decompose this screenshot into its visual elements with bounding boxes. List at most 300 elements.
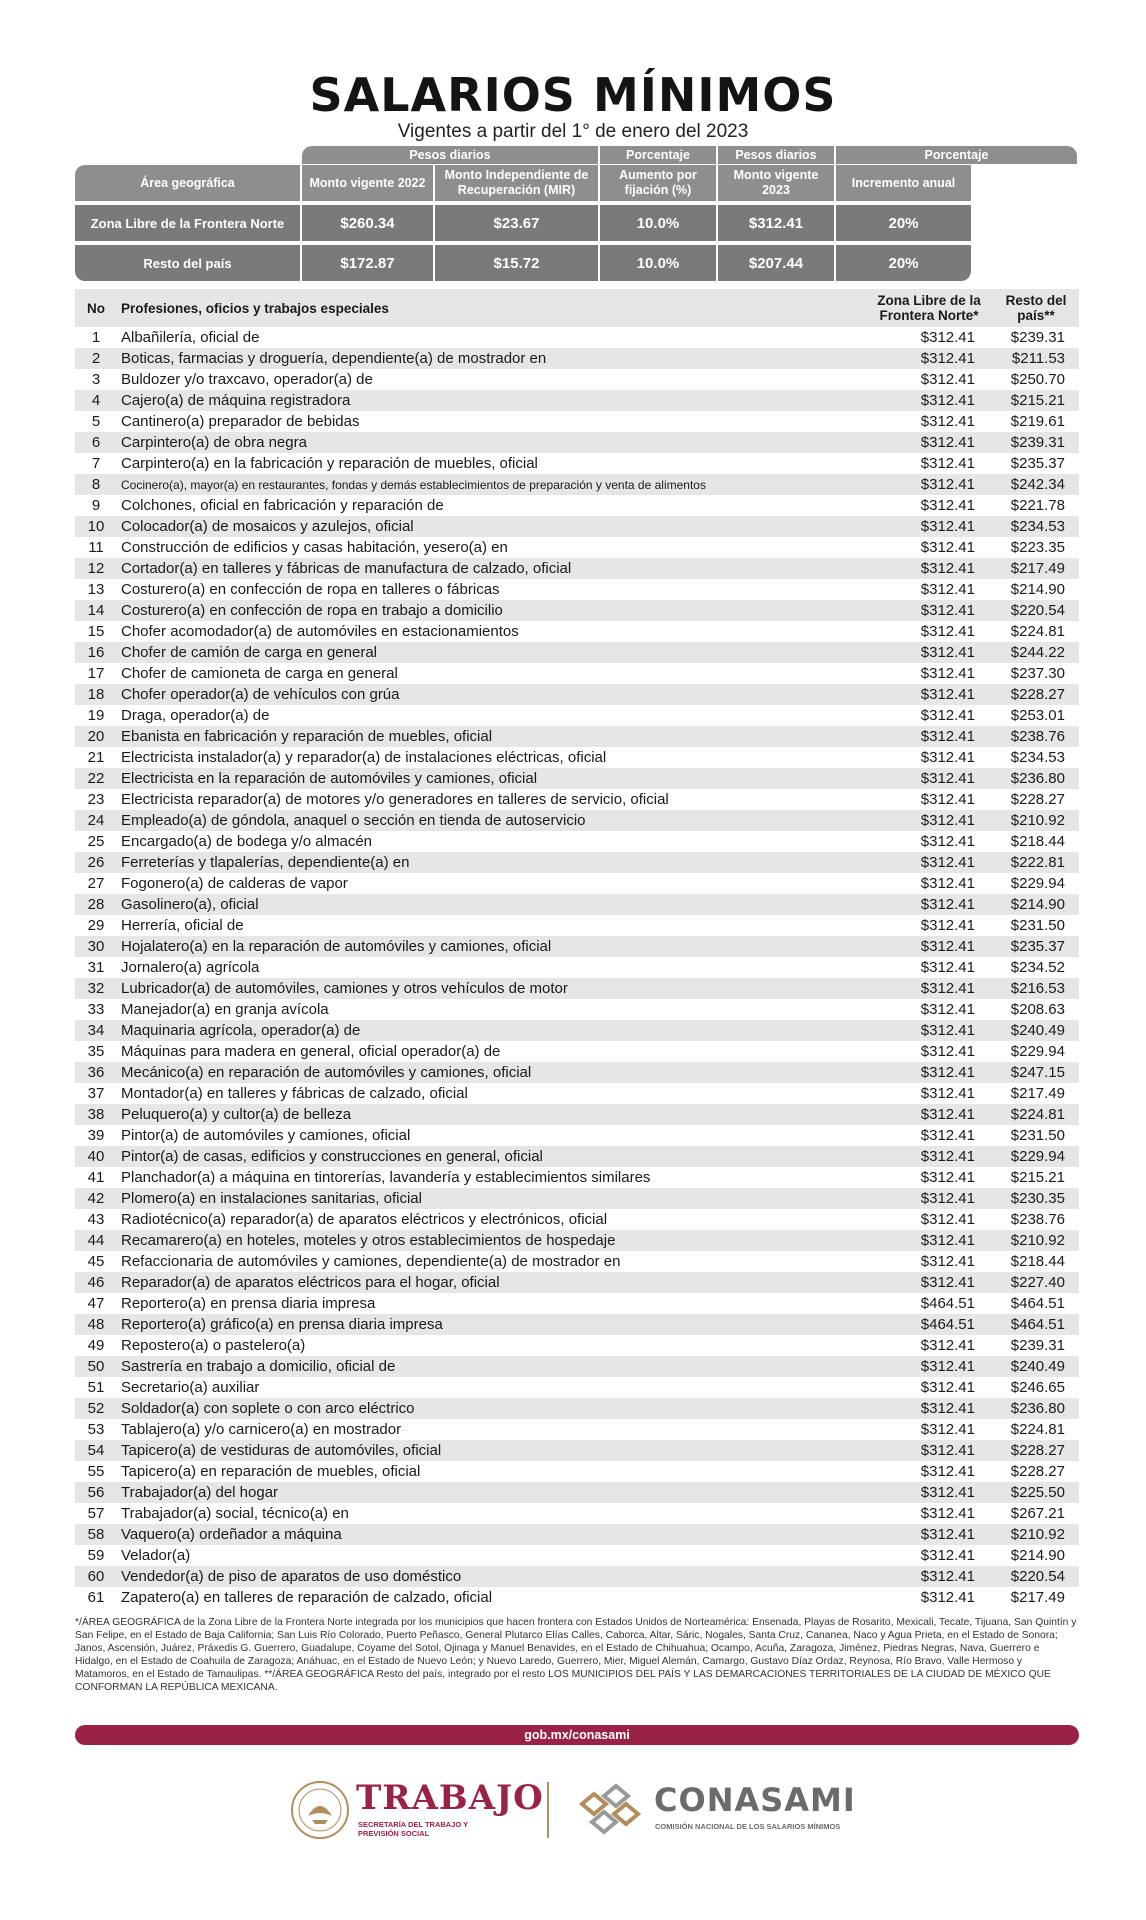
row-zona-value: $464.51 — [920, 1316, 975, 1333]
summary-col-header: Incremento anual — [836, 165, 971, 201]
row-zona-value: $312.41 — [920, 1001, 975, 1018]
row-profession: Gasolinero(a), oficial — [121, 896, 259, 913]
table-row — [75, 453, 1079, 474]
row-resto-value: $239.31 — [1010, 434, 1065, 451]
row-profession: Manejador(a) en granja avícola — [121, 1001, 329, 1018]
row-zona-value: $464.51 — [920, 1295, 975, 1312]
row-resto-value: $230.35 — [1010, 1190, 1065, 1207]
row-number: 49 — [87, 1337, 105, 1354]
row-number: 58 — [87, 1526, 105, 1543]
row-zona-value: $312.41 — [920, 1043, 975, 1060]
row-number: 48 — [87, 1316, 105, 1333]
row-profession: Soldador(a) con soplete o con arco eléctrico — [121, 1400, 415, 1417]
row-zona-value: $312.41 — [920, 539, 975, 556]
row-profession: Trabajador(a) social, técnico(a) en — [121, 1505, 349, 1522]
row-number: 31 — [87, 959, 105, 976]
row-resto-value: $234.52 — [1010, 959, 1065, 976]
row-resto-value: $215.21 — [1010, 392, 1065, 409]
row-profession: Electricista reparador(a) de motores y/o generadores en talleres de servicio, oficial — [121, 791, 669, 808]
row-profession: Radiotécnico(a) reparador(a) de aparatos eléctricos y electrónicos, oficial — [121, 1211, 608, 1228]
row-number: 59 — [87, 1547, 105, 1564]
summary-value: 10.0% — [600, 205, 716, 241]
row-zona-value: $312.41 — [920, 917, 975, 934]
table-row — [75, 1545, 1079, 1566]
row-number: 57 — [87, 1505, 105, 1522]
row-zona-value: $312.41 — [920, 1253, 975, 1270]
table-row — [75, 1461, 1079, 1482]
table-row — [75, 1104, 1079, 1125]
row-number: 12 — [87, 560, 105, 577]
row-number: 2 — [91, 350, 101, 367]
table-row — [75, 432, 1079, 453]
row-profession: Cantinero(a) preparador de bebidas — [121, 413, 360, 430]
row-number: 32 — [87, 980, 105, 997]
row-zona-value: $312.41 — [920, 1568, 975, 1585]
row-resto-value: $220.54 — [1010, 1568, 1065, 1585]
row-zona-value: $312.41 — [920, 392, 975, 409]
row-zona-value: $312.41 — [920, 434, 975, 451]
row-resto-value: $240.49 — [1010, 1022, 1065, 1039]
row-profession: Costurero(a) en confección de ropa en trabajo a domicilio — [121, 602, 503, 619]
row-profession: Chofer de camión de carga en general — [121, 644, 377, 661]
row-resto-value: $236.80 — [1010, 770, 1065, 787]
row-profession: Hojalatero(a) en la reparación de automóviles y camiones, oficial — [121, 938, 552, 955]
row-profession: Chofer acomodador(a) de automóviles en estacionamientos — [121, 623, 519, 640]
row-resto-value: $240.49 — [1010, 1358, 1065, 1375]
row-resto-value: $216.53 — [1010, 980, 1065, 997]
row-zona-value: $312.41 — [920, 1505, 975, 1522]
row-resto-value: $214.90 — [1010, 896, 1065, 913]
summary-value: 20% — [836, 245, 971, 281]
table-row — [75, 516, 1079, 537]
table-row — [75, 1419, 1079, 1440]
row-resto-value: $235.37 — [1010, 938, 1065, 955]
summary-value: $172.87 — [302, 245, 433, 281]
row-zona-value: $312.41 — [920, 1442, 975, 1459]
row-resto-value: $247.15 — [1010, 1064, 1065, 1081]
table-row — [75, 1251, 1079, 1272]
row-resto-value: $239.31 — [1010, 329, 1065, 346]
row-profession: Buldozer y/o traxcavo, operador(a) de — [121, 371, 373, 388]
row-profession: Zapatero(a) en talleres de reparación de calzado, oficial — [121, 1589, 493, 1606]
row-number: 61 — [87, 1589, 105, 1606]
row-profession: Jornalero(a) agrícola — [121, 959, 260, 976]
row-zona-value: $312.41 — [920, 770, 975, 787]
row-profession: Costurero(a) en confección de ropa en talleres o fábricas — [121, 581, 500, 598]
professions-table — [75, 289, 1079, 1608]
table-row — [75, 600, 1079, 621]
table-row — [75, 1503, 1079, 1524]
row-resto-value: $225.50 — [1010, 1484, 1065, 1501]
table-row — [75, 831, 1079, 852]
row-profession: Electricista en la reparación de automóviles y camiones, oficial — [121, 770, 538, 787]
row-profession: Planchador(a) a máquina en tintorerías, lavandería y establecimientos similares — [121, 1169, 651, 1186]
row-zona-value: $312.41 — [920, 371, 975, 388]
row-zona-value: $312.41 — [920, 350, 975, 367]
row-resto-value: $218.44 — [1010, 1253, 1065, 1270]
table-row — [75, 1188, 1079, 1209]
row-number: 27 — [87, 875, 105, 892]
table-row — [75, 327, 1079, 348]
row-number: 14 — [87, 602, 105, 619]
row-resto-value: $208.63 — [1010, 1001, 1065, 1018]
row-resto-value: $234.53 — [1010, 518, 1065, 535]
row-zona-value: $312.41 — [920, 1106, 975, 1123]
table-row — [75, 537, 1079, 558]
row-number: 56 — [87, 1484, 105, 1501]
row-zona-value: $312.41 — [920, 812, 975, 829]
row-zona-value: $312.41 — [920, 938, 975, 955]
row-number: 53 — [87, 1421, 105, 1438]
header-zona: Zona Libre de la Frontera Norte* — [877, 293, 981, 323]
row-profession: Draga, operador(a) de — [121, 707, 270, 724]
table-row — [75, 1566, 1079, 1587]
table-row — [75, 684, 1079, 705]
row-zona-value: $312.41 — [920, 1211, 975, 1228]
row-profession: Carpintero(a) de obra negra — [121, 434, 307, 451]
row-number: 42 — [87, 1190, 105, 1207]
row-resto-value: $231.50 — [1010, 917, 1065, 934]
page-title: SALARIOS MÍNIMOS — [309, 68, 837, 122]
row-zona-value: $312.41 — [920, 413, 975, 430]
row-resto-value: $234.53 — [1010, 749, 1065, 766]
row-resto-value: $238.76 — [1010, 728, 1065, 745]
summary-column-headers — [75, 165, 1079, 201]
row-profession: Chofer operador(a) de vehículos con grúa — [121, 686, 400, 703]
row-profession: Máquinas para madera en general, oficial operador(a) de — [121, 1043, 501, 1060]
row-number: 54 — [87, 1442, 105, 1459]
row-number: 18 — [87, 686, 105, 703]
row-resto-value: $231.50 — [1010, 1127, 1065, 1144]
row-zona-value: $312.41 — [920, 1232, 975, 1249]
row-resto-value: $217.49 — [1010, 560, 1065, 577]
row-number: 36 — [87, 1064, 105, 1081]
row-profession: Tapicero(a) de vestiduras de automóviles, oficial — [121, 1442, 442, 1459]
row-number: 1 — [91, 329, 101, 346]
row-number: 25 — [87, 833, 105, 850]
summary-group-header: Pesos diarios — [718, 146, 834, 164]
table-row — [75, 957, 1079, 978]
professions-table-body — [75, 327, 1079, 1608]
row-number: 10 — [87, 518, 105, 535]
row-number: 52 — [87, 1400, 105, 1417]
summary-row — [75, 205, 1079, 241]
row-resto-value: $210.92 — [1010, 1526, 1065, 1543]
row-number: 21 — [87, 749, 105, 766]
row-number: 17 — [87, 665, 105, 682]
row-number: 41 — [87, 1169, 105, 1186]
table-row — [75, 558, 1079, 579]
table-row — [75, 978, 1079, 999]
summary-value: $23.67 — [435, 205, 598, 241]
row-profession: Empleado(a) de góndola, anaquel o sección en tienda de autoservicio — [121, 812, 586, 829]
summary-value: 20% — [836, 205, 971, 241]
trabajo-logo-subtext: SECRETARÍA DEL TRABAJO Y PREVISIÓN SOCIAL — [358, 1820, 469, 1838]
row-number: 35 — [87, 1043, 105, 1060]
row-zona-value: $312.41 — [920, 1400, 975, 1417]
row-profession: Vendedor(a) de piso de aparatos de uso doméstico — [121, 1568, 462, 1585]
row-zona-value: $312.41 — [920, 707, 975, 724]
row-resto-value: $214.90 — [1010, 1547, 1065, 1564]
summary-group-spacer — [75, 146, 300, 164]
row-resto-value: $235.37 — [1010, 455, 1065, 472]
table-row — [75, 705, 1079, 726]
row-profession: Pintor(a) de casas, edificios y construcciones en general, oficial — [121, 1148, 543, 1165]
table-row — [75, 1125, 1079, 1146]
table-row — [75, 999, 1079, 1020]
row-resto-value: $253.01 — [1010, 707, 1065, 724]
table-row — [75, 474, 1079, 495]
row-profession: Fogonero(a) de calderas de vapor — [121, 875, 348, 892]
row-resto-value: $228.27 — [1010, 1463, 1065, 1480]
summary-group-header: Pesos diarios — [302, 146, 598, 164]
row-profession: Vaquero(a) ordeñador a máquina — [121, 1526, 342, 1543]
summary-col-header: Monto vigente 2023 — [718, 165, 834, 201]
row-profession: Reportero(a) gráfico(a) en prensa diaria impresa — [121, 1316, 443, 1333]
table-row — [75, 747, 1079, 768]
row-resto-value: $220.54 — [1010, 602, 1065, 619]
row-profession: Mecánico(a) en reparación de automóviles y camiones, oficial — [121, 1064, 532, 1081]
table-row — [75, 1230, 1079, 1251]
table-row — [75, 1083, 1079, 1104]
row-number: 46 — [87, 1274, 105, 1291]
row-zona-value: $312.41 — [920, 1421, 975, 1438]
row-profession: Encargado(a) de bodega y/o almacén — [121, 833, 373, 850]
row-zona-value: $312.41 — [920, 980, 975, 997]
row-profession: Montador(a) en talleres y fábricas de calzado, oficial — [121, 1085, 468, 1102]
row-profession: Lubricador(a) de automóviles, camiones y otros vehículos de motor — [121, 980, 568, 997]
table-row — [75, 390, 1079, 411]
row-profession: Ferreterías y tlapalerías, dependiente(a) en — [121, 854, 410, 871]
table-row — [75, 1482, 1079, 1503]
row-resto-value: $211.53 — [1011, 350, 1065, 367]
row-number: 29 — [87, 917, 105, 934]
row-number: 6 — [91, 434, 101, 451]
row-zona-value: $312.41 — [920, 1463, 975, 1480]
row-number: 51 — [87, 1379, 105, 1396]
row-profession: Carpintero(a) en la fabricación y reparación de muebles, oficial — [121, 455, 538, 472]
table-row — [75, 1167, 1079, 1188]
row-profession: Construcción de edificios y casas habitación, yesero(a) en — [121, 539, 508, 556]
row-resto-value: $219.61 — [1010, 413, 1065, 430]
table-row — [75, 1377, 1079, 1398]
summary-row — [75, 245, 1079, 281]
row-number: 47 — [87, 1295, 105, 1312]
summary-value: 10.0% — [600, 245, 716, 281]
row-zona-value: $312.41 — [920, 1022, 975, 1039]
row-number: 43 — [87, 1211, 105, 1228]
row-resto-value: $239.31 — [1010, 1337, 1065, 1354]
header-resto: Resto del país** — [1005, 293, 1067, 323]
row-profession: Secretario(a) auxiliar — [121, 1379, 260, 1396]
row-number: 60 — [87, 1568, 105, 1585]
website-link[interactable]: gob.mx/conasami — [75, 1725, 1079, 1745]
table-row — [75, 1272, 1079, 1293]
footnote: */ÁREA GEOGRÁFICA de la Zona Libre de la Frontera Norte integrada por los municipios que hacen frontera con Estados Unidos de Norteamérica: Ensenada, Playas de Rosarito, Mexicali, Tecate, Tijuana, San Quintín y San Felipe, en el Estado de Baja California; San Luis Río Colorado, Puerto Peñasco, General Plutarco Elías Calles, Caborca, Altar, Sáric, Nogales, Santa Cruz, Cananea, Naco y Agua Prieta, en el Estado de Sonora; Janos, Ascensión, Juárez, Práxedis G. Guerrero, Guadalupe, Coyame del Sotol, Ojinaga y Manuel Benavides, en el Estado de Chihuahua; Ocampo, Acuña, Zaragoza, Jiménez, Piedras Negras, Nava, Guerrero e Hidalgo, en el Estado de Coahuila de Zaragoza; Anáhuac, en el Estado de Nuevo León; y Nuevo Laredo, Guerrero, Mier, Miguel Alemán, Camargo, Gustavo Díaz Ordaz, Reynosa, Río Bravo, Valle Hermoso y Matamoros, en el Estado de Tamaulipas. **/ÁREA GEOGRÁFICA Resto del país, integrado por el resto LOS MUNICIPIOS DEL PAÍS Y LAS DEMARCACIONES TERRITORIALES DE LA CIUDAD DE MÉXICO QUE CONFORMAN LA REPÚBLICA MEXICANA. — [75, 1617, 1077, 1693]
row-zona-value: $312.41 — [920, 497, 975, 514]
row-resto-value: $217.49 — [1010, 1589, 1065, 1606]
table-row — [75, 1062, 1079, 1083]
row-profession: Tablajero(a) y/o carnicero(a) en mostrador — [121, 1421, 402, 1438]
table-row — [75, 642, 1079, 663]
row-resto-value: $223.35 — [1010, 539, 1065, 556]
row-resto-value: $236.80 — [1010, 1400, 1065, 1417]
row-number: 37 — [87, 1085, 105, 1102]
row-profession: Maquinaria agrícola, operador(a) de — [121, 1022, 361, 1039]
row-zona-value: $312.41 — [920, 959, 975, 976]
summary-group-header: Porcentaje — [600, 146, 716, 164]
row-resto-value: $267.21 — [1010, 1505, 1065, 1522]
row-zona-value: $312.41 — [920, 875, 975, 892]
header-no: No — [87, 300, 105, 316]
row-resto-value: $229.94 — [1010, 1148, 1065, 1165]
row-number: 55 — [87, 1463, 105, 1480]
row-profession: Reportero(a) en prensa diaria impresa — [121, 1295, 376, 1312]
summary-value: $15.72 — [435, 245, 598, 281]
row-number: 26 — [87, 854, 105, 871]
row-resto-value: $229.94 — [1010, 875, 1065, 892]
table-row — [75, 348, 1079, 369]
table-row — [75, 411, 1079, 432]
table-row — [75, 810, 1079, 831]
row-zona-value: $312.41 — [920, 623, 975, 640]
logo-divider — [547, 1782, 549, 1838]
row-profession: Cortador(a) en talleres y fábricas de manufactura de calzado, oficial — [121, 560, 572, 577]
row-number: 30 — [87, 938, 105, 955]
row-profession: Colocador(a) de mosaicos y azulejos, oficial — [121, 518, 414, 535]
table-row — [75, 663, 1079, 684]
row-profession: Pintor(a) de automóviles y camiones, oficial — [121, 1127, 411, 1144]
row-zona-value: $312.41 — [920, 791, 975, 808]
row-profession: Reparador(a) de aparatos eléctricos para el hogar, oficial — [121, 1274, 500, 1291]
row-profession: Repostero(a) o pastelero(a) — [121, 1337, 306, 1354]
row-zona-value: $312.41 — [920, 455, 975, 472]
header-profession: Profesiones, oficios y trabajos especiales — [121, 300, 389, 316]
footer-logos — [0, 1776, 1146, 1856]
row-number: 38 — [87, 1106, 105, 1123]
row-resto-value: $224.81 — [1010, 1421, 1065, 1438]
row-number: 23 — [87, 791, 105, 808]
row-zona-value: $312.41 — [920, 1358, 975, 1375]
row-resto-value: $237.30 — [1010, 665, 1065, 682]
table-row — [75, 1398, 1079, 1419]
row-zona-value: $312.41 — [920, 518, 975, 535]
row-profession: Electricista instalador(a) y reparador(a) de instalaciones eléctricas, oficial — [121, 749, 607, 766]
row-zona-value: $312.41 — [920, 560, 975, 577]
row-resto-value: $228.27 — [1010, 1442, 1065, 1459]
row-number: 50 — [87, 1358, 105, 1375]
row-resto-value: $218.44 — [1010, 833, 1065, 850]
conasami-logo-text: CONASAMI — [654, 1781, 856, 1819]
row-profession: Recamarero(a) en hoteles, moteles y otros establecimientos de hospedaje — [121, 1232, 616, 1249]
row-number: 13 — [87, 581, 105, 598]
row-number: 16 — [87, 644, 105, 661]
table-row — [75, 852, 1079, 873]
table-row — [75, 1314, 1079, 1335]
row-resto-value: $217.49 — [1010, 1085, 1065, 1102]
table-row — [75, 369, 1079, 390]
row-number: 15 — [87, 623, 105, 640]
table-row — [75, 915, 1079, 936]
professions-table-header — [75, 289, 1079, 327]
row-resto-value: $464.51 — [1010, 1295, 1065, 1312]
row-zona-value: $312.41 — [920, 1127, 975, 1144]
row-zona-value: $312.41 — [920, 329, 975, 346]
national-seal-icon — [290, 1780, 350, 1840]
row-resto-value: $242.34 — [1010, 476, 1065, 493]
row-number: 5 — [91, 413, 101, 430]
row-profession: Velador(a) — [121, 1547, 191, 1564]
row-resto-value: $222.81 — [1010, 854, 1065, 871]
row-zona-value: $312.41 — [920, 854, 975, 871]
row-profession: Refaccionaria de automóviles y camiones, dependiente(a) de mostrador en — [121, 1253, 621, 1270]
row-resto-value: $210.92 — [1010, 812, 1065, 829]
row-profession: Herrería, oficial de — [121, 917, 244, 934]
row-resto-value: $229.94 — [1010, 1043, 1065, 1060]
summary-group-headers — [75, 146, 1079, 164]
table-row — [75, 1440, 1079, 1461]
row-resto-value: $228.27 — [1010, 791, 1065, 808]
row-resto-value: $244.22 — [1010, 644, 1065, 661]
row-zona-value: $312.41 — [920, 686, 975, 703]
summary-value: $260.34 — [302, 205, 433, 241]
table-row — [75, 1041, 1079, 1062]
row-number: 7 — [91, 455, 101, 472]
row-number: 4 — [91, 392, 101, 409]
summary-value: $207.44 — [718, 245, 834, 281]
row-number: 44 — [87, 1232, 105, 1249]
row-resto-value: $210.92 — [1010, 1232, 1065, 1249]
row-profession: Tapicero(a) en reparación de muebles, oficial — [121, 1463, 421, 1480]
table-row — [75, 873, 1079, 894]
row-resto-value: $224.81 — [1010, 1106, 1065, 1123]
row-zona-value: $312.41 — [920, 749, 975, 766]
row-zona-value: $312.41 — [920, 1085, 975, 1102]
row-profession: Cocinero(a), mayor(a) en restaurantes, fondas y demás establecimientos de preparación y venta de alimentos — [121, 477, 706, 492]
row-resto-value: $228.27 — [1010, 686, 1065, 703]
row-profession: Cajero(a) de máquina registradora — [121, 392, 351, 409]
row-resto-value: $246.65 — [1010, 1379, 1065, 1396]
row-number: 34 — [87, 1022, 105, 1039]
trabajo-logo-text: TRABAJO — [356, 1778, 544, 1818]
row-resto-value: $464.51 — [1010, 1316, 1065, 1333]
table-row — [75, 894, 1079, 915]
row-zona-value: $312.41 — [920, 1547, 975, 1564]
row-number: 28 — [87, 896, 105, 913]
row-number: 40 — [87, 1148, 105, 1165]
conasami-logo-icon — [574, 1782, 650, 1840]
row-number: 9 — [91, 497, 101, 514]
table-row — [75, 495, 1079, 516]
row-number: 24 — [87, 812, 105, 829]
row-zona-value: $312.41 — [920, 581, 975, 598]
row-number: 39 — [87, 1127, 105, 1144]
row-resto-value: $214.90 — [1010, 581, 1065, 598]
row-zona-value: $312.41 — [920, 665, 975, 682]
table-row — [75, 726, 1079, 747]
row-number: 20 — [87, 728, 105, 745]
row-zona-value: $312.41 — [920, 644, 975, 661]
row-profession: Plomero(a) en instalaciones sanitarias, oficial — [121, 1190, 422, 1207]
row-number: 3 — [91, 371, 101, 388]
row-profession: Chofer de camioneta de carga en general — [121, 665, 398, 682]
table-row — [75, 936, 1079, 957]
row-zona-value: $312.41 — [920, 602, 975, 619]
table-row — [75, 1146, 1079, 1167]
row-resto-value: $215.21 — [1010, 1169, 1065, 1186]
row-number: 33 — [87, 1001, 105, 1018]
row-zona-value: $312.41 — [920, 1526, 975, 1543]
